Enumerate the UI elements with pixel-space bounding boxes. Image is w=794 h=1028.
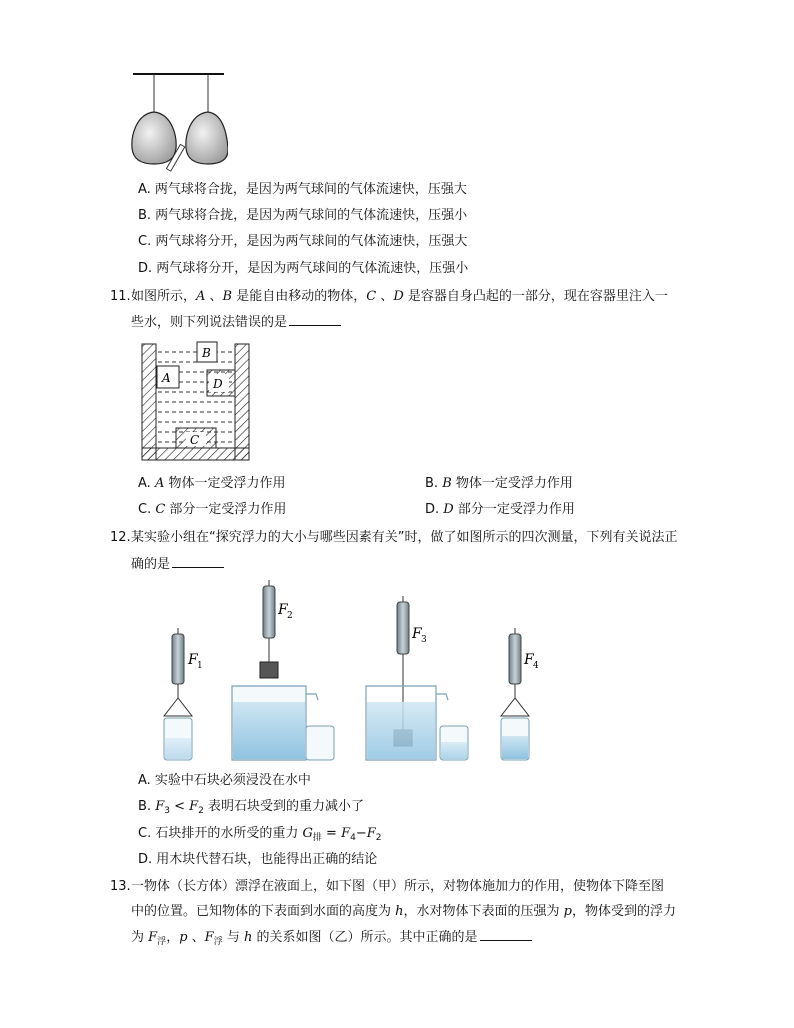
svg-text:F: F [278,602,288,618]
svg-text:4: 4 [533,661,539,671]
q12-option-d: D. 用木块代替石块，也能得出正确的结论 [138,852,378,867]
svg-text:2: 2 [287,611,293,621]
q10-option-a: A. 两气球将合拢，是因为两气球间的气体流速快，压强大 [138,182,467,197]
q13-number: 13. [110,879,131,894]
svg-text:F: F [524,652,534,668]
container-figure [140,340,252,462]
bottom-wall [142,448,249,460]
q11-stem-line1: 如图所示，A 、B 是能自由移动的物体，C 、D 是容器自身凸起的一部分，现在容器里注入一 [131,289,668,304]
q10-option-b: B. 两气球将合拢，是因为两气球间的气体流速快，压强小 [138,208,468,223]
measurement-1 [164,628,203,760]
q12-option-a: A. 实验中石块必须浸没在水中 [138,773,311,788]
q11-option-d: D. D 部分一定受浮力作用 [425,502,575,517]
q11-stem-line2: 些水，则下列说法错误的是 [131,313,341,332]
q12-stem-line1: 某实验小组在“探究浮力的大小与哪些因素有关”时，做了如图所示的四次测量，下列有关说法正 [131,530,678,545]
svg-text:F: F [188,652,198,668]
q12-number: 12. [110,530,131,545]
balloons-figure [128,68,228,176]
label-c: C [190,433,200,447]
label-a: A [162,371,171,385]
left-balloon [132,112,176,164]
q10-option-c: C. 两气球将分开，是因为两气球间的气体流速快，压强大 [138,234,468,249]
right-balloon [186,112,228,164]
svg-text:F: F [412,626,422,642]
q13-line1: 一物体（长方体）漂浮在液面上，如下图（甲）所示，对物体施加力的作用，使物体下降至图 [131,879,665,894]
measurement-4 [501,628,539,760]
label-d: D [213,377,223,391]
q10-option-d: D. 两气球将分开，是因为两气球间的气体流速快，压强小 [138,261,469,276]
svg-text:1: 1 [197,661,203,671]
label-b: B [202,346,211,360]
answer-blank[interactable] [480,928,532,941]
measurement-3 [366,596,468,760]
right-wall [235,344,249,460]
q13-line2: 中的位置。已知物体的下表面到水面的高度为 h，水对物体下表面的压强为 p，物体受到的浮力 [131,904,676,919]
answer-blank[interactable] [289,313,341,326]
buoyancy-experiment-figure [160,576,540,766]
q11-number: 11. [110,289,131,304]
q12-option-c: C. 石块排开的水所受的重力 $G_排 = F_4-F_2$ [138,826,382,843]
answer-blank[interactable] [172,555,224,568]
q12-stem-line2: 确的是 [131,555,224,574]
q13-line3: 为 $F_浮$，p 、$F_浮$ 与 h 的关系如图（乙）所示。其中正确的是 [131,928,532,951]
q12-option-b: B. $F_3 < F_2$ 表明石块受到的重力减小了 [138,799,365,816]
q11-option-b: B. B 物体一定受浮力作用 [425,476,573,491]
measurement-2 [232,580,334,760]
q11-option-c: C. C 部分一定受浮力作用 [138,502,287,517]
svg-text:3: 3 [421,635,427,645]
q11-option-a: A. A 物体一定受浮力作用 [138,476,286,491]
left-wall [142,344,156,460]
